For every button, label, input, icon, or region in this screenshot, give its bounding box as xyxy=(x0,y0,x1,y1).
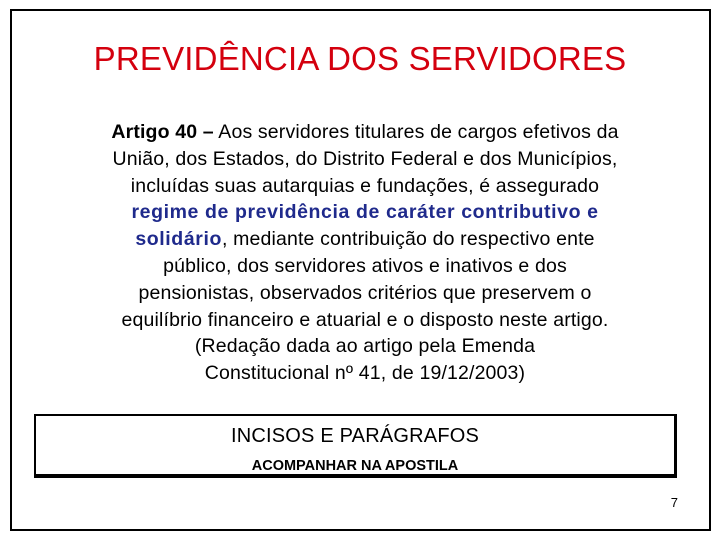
article-line-1-text: Aos servidores titulares de cargos efetivos da xyxy=(213,121,619,143)
article-line-9: (Redação dada ao artigo pela Emenda xyxy=(194,335,536,358)
article-line-7: pensionistas, observados critérios que preservem o xyxy=(138,281,592,304)
article-line-10: Constitucional nº 41, de 19/12/2003) xyxy=(204,362,526,385)
incisos-box xyxy=(34,414,677,478)
article-text xyxy=(40,119,690,387)
article-line-6: público, dos servidores ativos e inativos e dos xyxy=(163,254,567,277)
incisos-subtitle: ACOMPANHAR NA APOSTILA xyxy=(251,458,459,474)
article-line-8: equilíbrio financeiro e atuarial e o disposto neste artigo. xyxy=(121,308,609,331)
article-line-5 xyxy=(40,226,690,253)
article-line-3: incluídas suas autarquias e fundações, é assegurado xyxy=(130,174,600,197)
article-emphasis-line: regime de previdência de caráter contributivo e xyxy=(131,201,599,224)
article-line-1 xyxy=(40,119,690,146)
slide-title: PREVIDÊNCIA DOS SERVIDORES xyxy=(93,40,627,77)
page-number: 7 xyxy=(670,495,678,510)
article-emphasis-word: solidário xyxy=(135,228,222,251)
article-line-5-text: , mediante contribuição do respectivo ente xyxy=(221,228,595,251)
article-line-2: União, dos Estados, do Distrito Federal e dos Municípios, xyxy=(112,147,618,170)
incisos-title: INCISOS E PARÁGRAFOS xyxy=(230,425,480,447)
article-heading: Artigo 40 – xyxy=(111,121,214,143)
